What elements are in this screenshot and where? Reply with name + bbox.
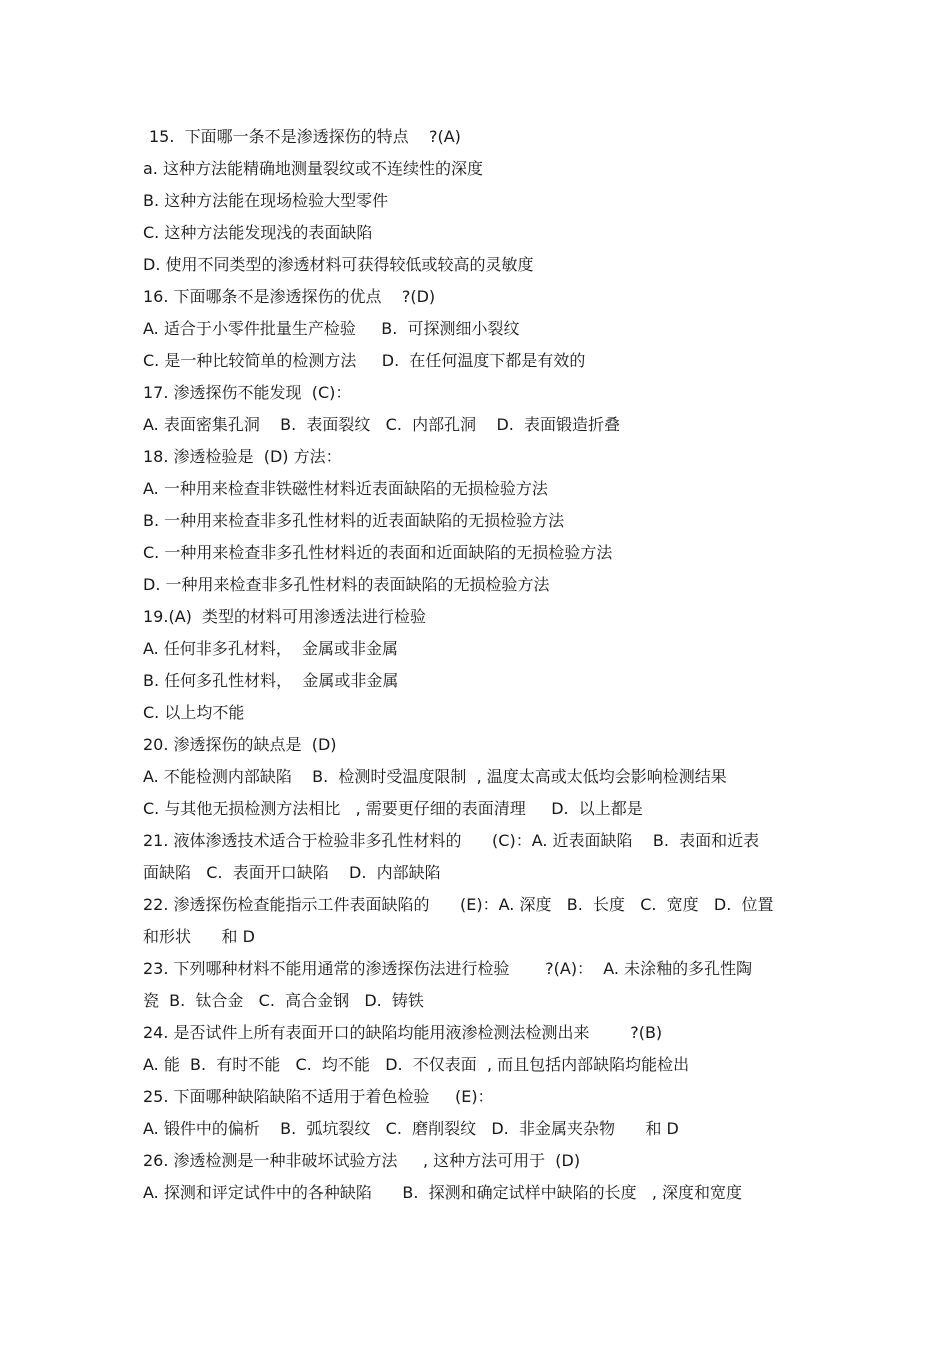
question-18-option-b: B. 一种用来检查非多孔性材料的近表面缺陷的无损检验方法 — [143, 511, 565, 530]
question-16-options-ab: A. 适合于小零件批量生产检验 B. 可探测细小裂纹 — [143, 319, 520, 338]
question-23-line-1: 23. 下列哪种材料不能用通常的渗透探伤法进行检验 ?(A)： A. 未涂釉的多孔性陶 — [143, 959, 753, 978]
question-15-stem: 15. 下面哪一条不是渗透探伤的特点 ?(A) — [149, 127, 461, 146]
question-21-line-2: 面缺陷 C. 表面开口缺陷 D. 内部缺陷 — [143, 863, 441, 882]
question-21-line-1: 21. 液体渗透技术适合于检验非多孔性材料的 (C)：A. 近表面缺陷 B. 表面和近表 — [143, 831, 760, 850]
question-20-options-ab: A. 不能检测内部缺陷 B. 检测时受温度限制 , 温度太高或太低均会影响检测结果 — [143, 767, 727, 786]
question-15-option-c: C. 这种方法能发现浅的表面缺陷 — [143, 223, 373, 242]
question-19-option-a: A. 任何非多孔材料， 金属或非金属 — [143, 639, 399, 658]
question-25-stem: 25. 下面哪种缺陷缺陷不适用于着色检验 (E)： — [143, 1087, 494, 1106]
question-18-option-c: C. 一种用来检查非多孔性材料近的表面和近面缺陷的无损检验方法 — [143, 543, 613, 562]
question-20-stem: 20. 渗透探伤的缺点是 (D) — [143, 735, 337, 754]
question-20-options-cd: C. 与其他无损检测方法相比 , 需要更仔细的表面清理 D. 以上都是 — [143, 799, 643, 818]
question-26-stem: 26. 渗透检测是一种非破坏试验方法 , 这种方法可用于 (D) — [143, 1151, 581, 1170]
question-list — [143, 121, 813, 1209]
question-26-options-ab: A. 探测和评定试件中的各种缺陷 B. 探测和确定试样中缺陷的长度 , 深度和宽度 — [143, 1183, 743, 1202]
question-15-option-a: a. 这种方法能精确地测量裂纹或不连续性的深度 — [143, 159, 483, 178]
question-18-stem: 18. 渗透检验是 (D) 方法： — [143, 447, 342, 466]
question-25-options: A. 锻件中的偏析 B. 弧坑裂纹 C. 磨削裂纹 D. 非金属夹杂物 和 D — [143, 1119, 679, 1138]
question-19-option-c: C. 以上均不能 — [143, 703, 245, 722]
question-18-option-d: D. 一种用来检查非多孔性材料的表面缺陷的无损检验方法 — [143, 575, 550, 594]
question-24-stem: 24. 是否试件上所有表面开口的缺陷均能用液渗检测法检测出来 ?(B) — [143, 1023, 663, 1042]
question-17-stem: 17. 渗透探伤不能发现 (C)： — [143, 383, 352, 402]
question-23-line-2: 瓷 B. 钛合金 C. 高合金钢 D. 铸铁 — [143, 991, 424, 1010]
question-15-option-b: B. 这种方法能在现场检验大型零件 — [143, 191, 389, 210]
question-16-stem: 16. 下面哪条不是渗透探伤的优点 ?(D) — [143, 287, 436, 306]
question-16-options-cd: C. 是一种比较简单的检测方法 D. 在任何温度下都是有效的 — [143, 351, 586, 370]
question-22-line-1: 22. 渗透探伤检查能指示工件表面缺陷的 (E)：A. 深度 B. 长度 C. 宽度 D. 位置 — [143, 895, 774, 914]
question-18-option-a: A. 一种用来检查非铁磁性材料近表面缺陷的无损检验方法 — [143, 479, 548, 498]
question-19-option-b: B. 任何多孔性材料， 金属或非金属 — [143, 671, 399, 690]
question-22-line-2: 和形状 和 D — [143, 927, 255, 946]
question-15-option-d: D. 使用不同类型的渗透材料可获得较低或较高的灵敏度 — [143, 255, 534, 274]
question-19-stem: 19.(A) 类型的材料可用渗透法进行检验 — [143, 607, 427, 626]
question-17-options: A. 表面密集孔洞 B. 表面裂纹 C. 内部孔洞 D. 表面锻造折叠 — [143, 415, 621, 434]
question-24-options: A. 能 B. 有时不能 C. 均不能 D. 不仅表面 , 而且包括内部缺陷均能检出 — [143, 1055, 690, 1074]
